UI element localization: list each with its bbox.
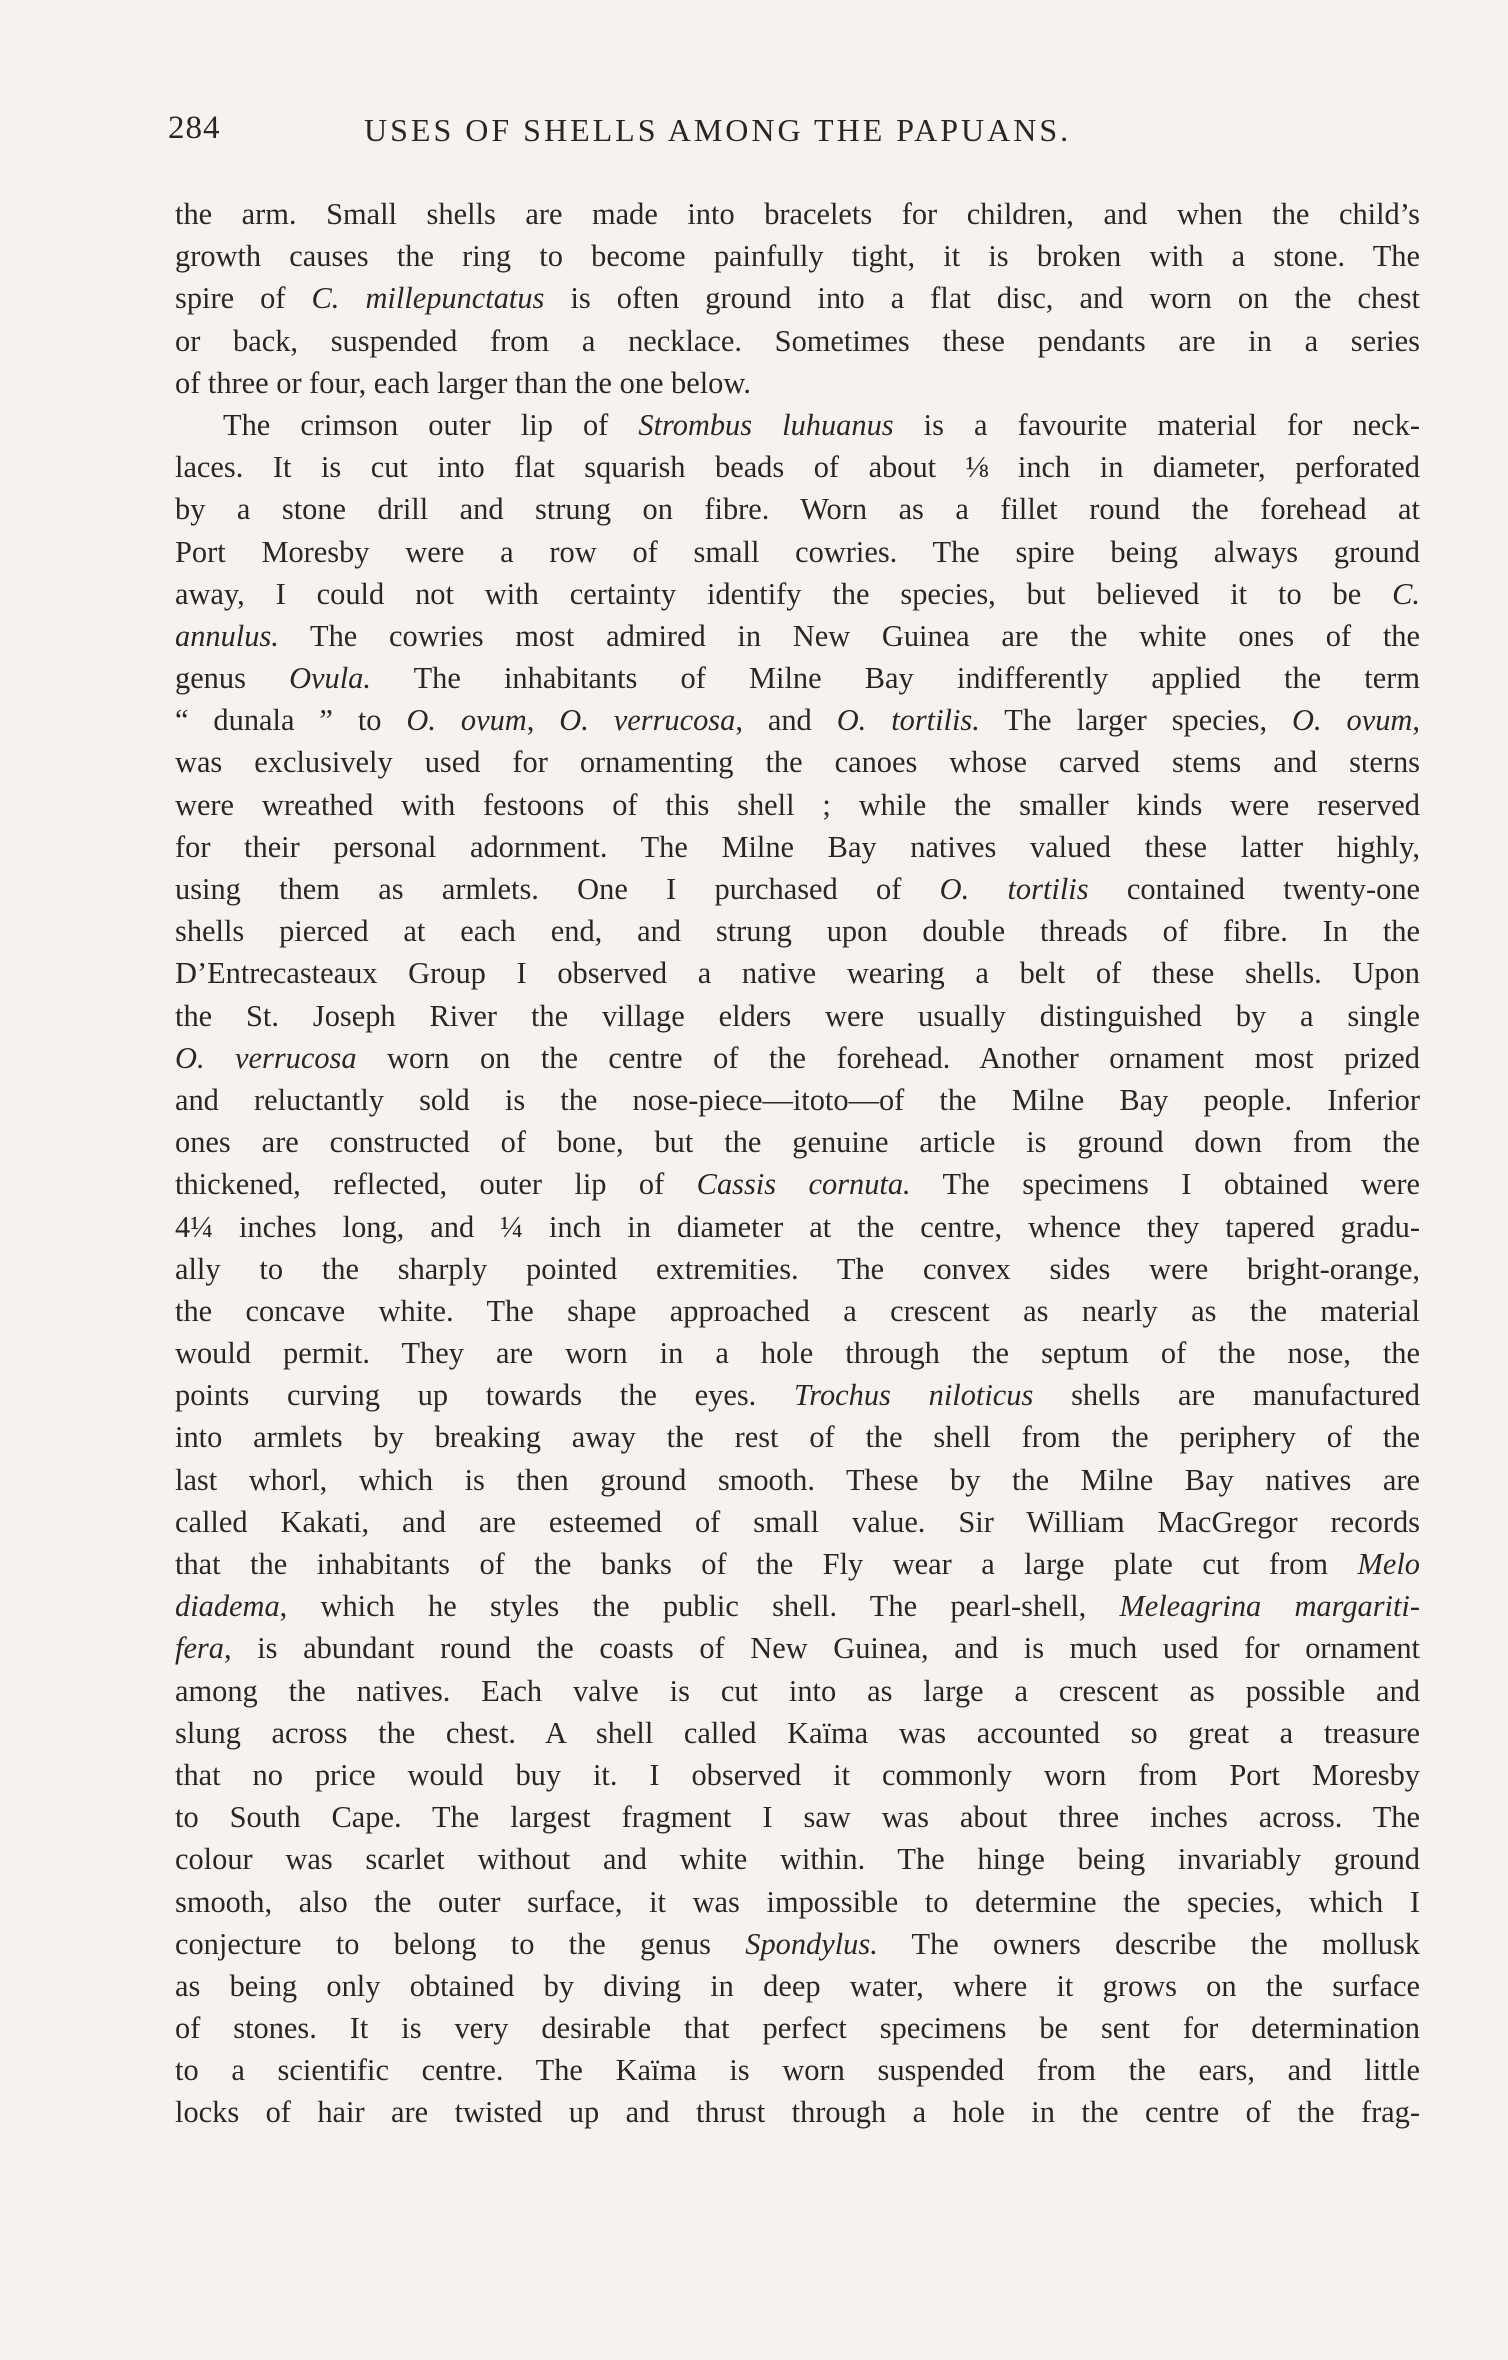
- text-line: laces. It is cut into flat squarish beads of about ⅛ inch in diameter, perforated: [175, 450, 1420, 485]
- text-line: D’Entrecasteaux Group I observed a native wearing a belt of these shells. Upon: [175, 956, 1420, 991]
- text-line: spire of C. millepunctatus is often ground into a flat disc, and worn on the chest: [175, 281, 1420, 316]
- text-line: to South Cape. The largest fragment I saw was about three inches across. The: [175, 1800, 1420, 1835]
- text-line: The crimson outer lip of Strombus luhuanus is a favourite material for neck-: [223, 407, 1420, 442]
- text-line: slung across the chest. A shell called Kaïma was accounted so great a treasure: [175, 1715, 1420, 1750]
- text-line: ally to the sharply pointed extremities. The convex sides were bright-orange,: [175, 1251, 1420, 1286]
- text-line: among the natives. Each valve is cut into as large a crescent as possible and: [175, 1673, 1420, 1708]
- running-head: USES OF SHELLS AMONG THE PAPUANS.: [364, 112, 1072, 148]
- text-line: were wreathed with festoons of this shell ; while the smaller kinds were reserved: [175, 787, 1420, 822]
- text-line: the St. Joseph River the village elders were usually distinguished by a single: [175, 998, 1420, 1033]
- text-line: the arm. Small shells are made into bracelets for children, and when the child’s: [175, 197, 1420, 231]
- paragraph: [175, 404, 1420, 2134]
- text-line: “ dunala ” to O. ovum, O. verrucosa, and O. tortilis. The larger species, O. ovum,: [175, 703, 1420, 738]
- text-line: to a scientific centre. The Kaïma is worn suspended from the ears, and little: [175, 2053, 1420, 2088]
- text-line: of three or four, each larger than the one below.: [175, 365, 751, 400]
- text-line: genus Ovula. The inhabitants of Milne Bay indifferently applied the term: [175, 661, 1421, 696]
- text-line: that no price would buy it. I observed it commonly worn from Port Moresby: [175, 1757, 1420, 1792]
- text-line: diadema, which he styles the public shell. The pearl-shell, Meleagrina margariti-: [175, 1589, 1420, 1624]
- text-line: and reluctantly sold is the nose-piece—itoto—of the Milne Bay people. Inferior: [175, 1082, 1420, 1117]
- text-line: would permit. They are worn in a hole through the septum of the nose, the: [175, 1336, 1420, 1371]
- text-line: of stones. It is very desirable that perfect specimens be sent for determination: [175, 2011, 1420, 2046]
- text-line: shells pierced at each end, and strung upon double threads of fibre. In the: [175, 914, 1420, 949]
- text-line: smooth, also the outer surface, it was impossible to determine the species, which I: [175, 1884, 1420, 1919]
- text-line: growth causes the ring to become painfully tight, it is broken with a stone. The: [175, 239, 1420, 274]
- text-line: as being only obtained by diving in deep water, where it grows on the surface: [175, 1968, 1420, 2003]
- text-line: using them as armlets. One I purchased of O. tortilis contained twenty-one: [175, 872, 1421, 906]
- text-line: 4¼ inches long, and ¼ inch in diameter at the centre, whence they tapered gradu-: [175, 1209, 1420, 1244]
- text-line: into armlets by breaking away the rest of the shell from the periphery of the: [175, 1420, 1420, 1455]
- text-line: O. verrucosa worn on the centre of the forehead. Another ornament most prized: [175, 1040, 1420, 1075]
- text-line: conjecture to belong to the genus Spondylus. The owners describe the mollusk: [175, 1926, 1420, 1961]
- text-line: Port Moresby were a row of small cowries. The spire being always ground: [175, 534, 1420, 569]
- page-number: 284: [168, 110, 221, 146]
- text-line: locks of hair are twisted up and thrust through a hole in the centre of the frag-: [175, 2095, 1420, 2130]
- text-line: called Kakati, and are esteemed of small value. Sir William MacGregor records: [175, 1504, 1420, 1539]
- page-header: [168, 110, 1218, 160]
- text-line: annulus. The cowries most admired in New Guinea are the white ones of the: [175, 618, 1420, 653]
- text-line: thickened, reflected, outer lip of Cassis cornuta. The specimens I obtained were: [175, 1167, 1420, 1202]
- text-line: away, I could not with certainty identify the species, but believed it to be C.: [175, 576, 1420, 611]
- text-line: ones are constructed of bone, but the genuine article is ground down from the: [175, 1125, 1420, 1160]
- body-text: [175, 193, 1420, 2134]
- text-line: last whorl, which is then ground smooth. These by the Milne Bay natives are: [175, 1462, 1420, 1497]
- text-line: points curving up towards the eyes. Trochus niloticus shells are manufactured: [175, 1378, 1420, 1413]
- text-line: colour was scarlet without and white within. The hinge being invariably ground: [175, 1842, 1420, 1877]
- text-line: by a stone drill and strung on fibre. Worn as a fillet round the forehead at: [175, 492, 1420, 527]
- text-line: fera, is abundant round the coasts of New Guinea, and is much used for ornament: [175, 1631, 1420, 1666]
- text-line: the concave white. The shape approached a crescent as nearly as the material: [175, 1293, 1420, 1328]
- text-line: for their personal adornment. The Milne Bay natives valued these latter highly,: [175, 829, 1420, 864]
- text-line: that the inhabitants of the banks of the Fly wear a large plate cut from Melo: [175, 1547, 1420, 1581]
- paragraph: [175, 193, 1420, 404]
- text-line: was exclusively used for ornamenting the canoes whose carved stems and sterns: [175, 745, 1420, 780]
- text-line: or back, suspended from a necklace. Sometimes these pendants are in a series: [175, 323, 1420, 358]
